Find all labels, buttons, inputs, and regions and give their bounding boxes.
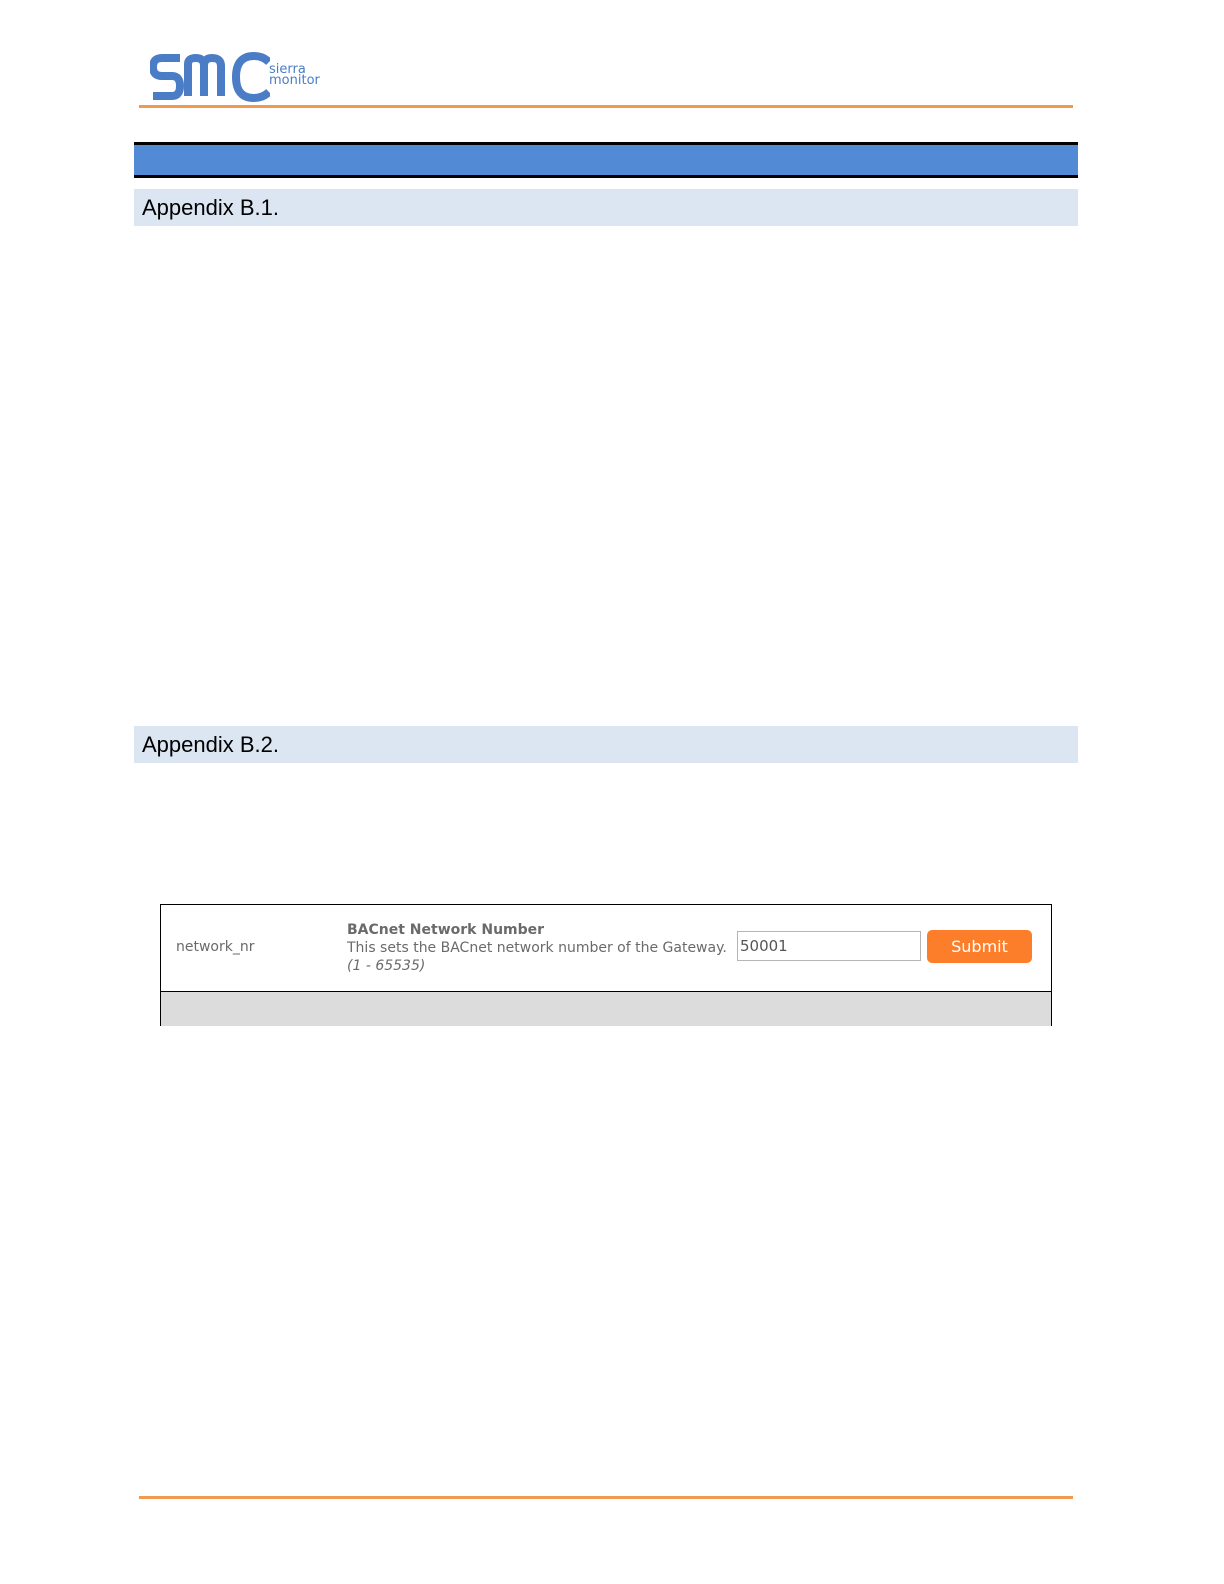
appendix-b2-title: Appendix B.2. xyxy=(142,732,279,757)
config-panel xyxy=(160,904,1052,1026)
submit-button[interactable]: Submit xyxy=(927,930,1032,963)
company-logo xyxy=(150,50,350,102)
param-description xyxy=(347,921,727,975)
logo-text-sierra: sierra xyxy=(269,62,306,77)
param-text: This sets the BACnet network number of the Gateway. xyxy=(347,940,727,956)
appendix-b1-heading xyxy=(134,189,1078,226)
logo-text-monitor: monitor xyxy=(269,73,320,88)
footer-divider xyxy=(139,1496,1073,1499)
header-divider xyxy=(139,105,1073,108)
section-banner xyxy=(134,142,1078,178)
config-panel-footer xyxy=(161,991,1051,1026)
param-range: (1 - 65535) xyxy=(347,958,426,974)
network-number-input[interactable] xyxy=(737,931,921,961)
smc-logo-mark xyxy=(150,50,270,102)
param-title: BACnet Network Number xyxy=(347,922,545,938)
appendix-b1-title: Appendix B.1. xyxy=(142,195,279,220)
appendix-b2-heading xyxy=(134,726,1078,763)
param-name: network_nr xyxy=(176,939,255,955)
config-row xyxy=(161,905,1051,990)
